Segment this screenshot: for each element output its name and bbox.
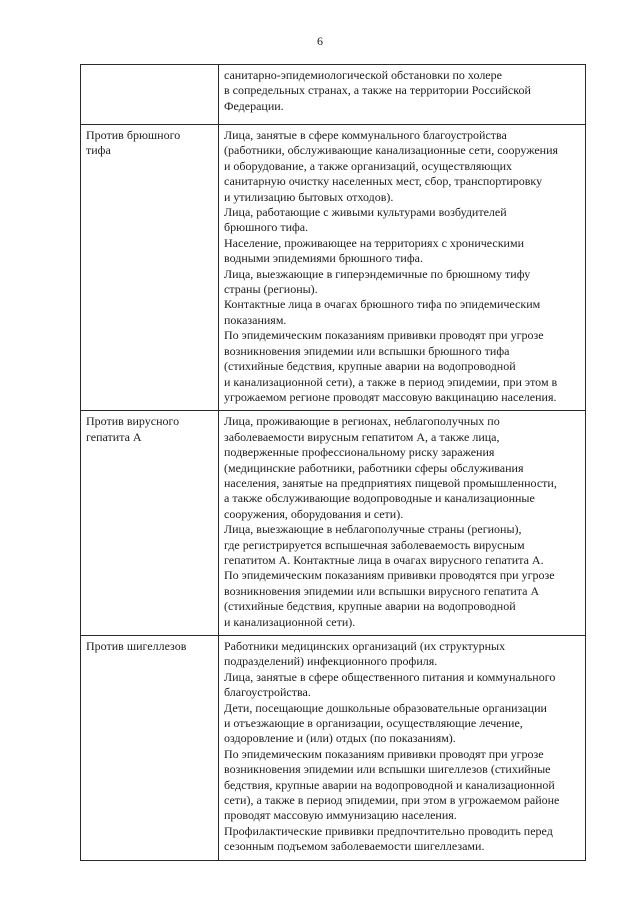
text-line: и канализационной сети). xyxy=(224,614,356,629)
text-line: Лица, работающие с живыми культурами возбудителей xyxy=(224,205,507,220)
text-line: Федерации. xyxy=(224,98,284,113)
text-line: сезонным подъемом заболеваемости шигеллезами. xyxy=(224,839,485,854)
text-line: и канализационной сети), а также в период эпидемии, при этом в xyxy=(224,374,558,389)
text-line: сооружения, оборудования и сети). xyxy=(224,506,404,521)
disease-name-line: Против шигеллезов xyxy=(86,639,187,653)
text-line: Контактные лица в очагах брюшного тифа по эпидемическим xyxy=(224,297,541,312)
text-line: угрожаемом регионе проводят массовую вакцинацию населения. xyxy=(224,389,557,404)
text-line: заболеваемости вирусным гепатитом А, а также лица, xyxy=(224,429,500,444)
text-line: гепатитом А. Контактные лица в очагах вирусного гепатита А. xyxy=(224,552,544,567)
vaccination-table xyxy=(80,64,586,861)
text-line: бедствия, крупные аварии на водопроводной и канализационной xyxy=(224,777,555,792)
text-line: и утилизацию бытовых отходов). xyxy=(224,189,394,204)
disease-cell xyxy=(81,636,219,861)
disease-name-line: Против брюшного xyxy=(86,128,181,142)
text-line: Лица, занятые в сфере общественного питания и коммунального xyxy=(224,669,556,684)
text-line: подразделений) инфекционного профиля. xyxy=(224,654,438,669)
table-row xyxy=(81,65,586,125)
text-line: Профилактические прививки предпочтительно проводить перед xyxy=(224,823,553,838)
text-line: Лица, занятые в сфере коммунального благоустройства xyxy=(224,128,507,142)
text-line: (стихийные бедствия, крупные аварии на водопроводной xyxy=(224,599,516,614)
text-line: населения, занятые на предприятиях пищевой промышленности, xyxy=(224,475,557,490)
text-line: санитарную очистку населенных мест, сбор, транспортировку xyxy=(224,174,543,189)
text-line: страны (регионы). xyxy=(224,282,318,297)
text-line: По эпидемическим показаниям прививки проводят при угрозе xyxy=(224,746,544,761)
text-line: брюшного тифа. xyxy=(224,220,309,235)
text-line: благоустройства. xyxy=(224,685,311,700)
disease-name-line: гепатита А xyxy=(86,429,142,444)
text-line: возникновения эпидемии или вспышки брюшного тифа xyxy=(224,343,510,358)
text-line: возникновения эпидемии или вспышки шигеллезов (стихийные xyxy=(224,762,551,777)
indications-cell xyxy=(219,636,586,861)
disease-cell xyxy=(81,411,219,636)
text-line: проводят массовую иммунизацию населения. xyxy=(224,808,457,823)
text-line: Дети, посещающие дошкольные образовательные организации xyxy=(224,700,547,715)
indications-cell xyxy=(219,125,586,411)
text-line: и оборудование, а также организаций, осуществляющих xyxy=(224,158,513,173)
page-number: 6 xyxy=(317,34,323,48)
text-line: (работники, обслуживающие канализационные сети, сооружения xyxy=(224,143,559,158)
text-line: По эпидемическим показаниям прививки проводятся при угрозе xyxy=(224,568,555,583)
disease-name-line: тифа xyxy=(86,143,111,158)
text-line: Население, проживающее на территориях с хроническими xyxy=(224,235,524,250)
text-line: водными эпидемиями брюшного тифа. xyxy=(224,251,423,266)
text-line: Лица, проживающие в регионах, неблагополучных по xyxy=(224,414,500,429)
text-line: Лица, выезжающие в гиперэндемичные по брюшному тифу xyxy=(224,266,531,281)
text-line: (медицинские работники, работники сферы обслуживания xyxy=(224,460,524,475)
text-line: Лица, выезжающие в неблагополучные страны (регионы), xyxy=(224,522,522,537)
text-line: По эпидемическим показаниям прививки проводят при угрозе xyxy=(224,328,544,343)
text-line: а также обслуживающие водопроводные и канализационные xyxy=(224,491,535,506)
text-line: в сопредельных странах, а также на территории Российской xyxy=(224,83,531,98)
text-line: возникновения эпидемии или вспышки вирусного гепатита А xyxy=(224,583,540,598)
text-line: оздоровление и (или) отдых (по показаниям). xyxy=(224,731,456,746)
text-line: сети), а также в период эпидемии, при этом в угрожаемом районе xyxy=(224,793,560,808)
table-row xyxy=(81,636,586,861)
text-line: и отъезжающие в организации, осуществляющие лечение, xyxy=(224,716,523,731)
text-line: (стихийные бедствия, крупные аварии на водопроводной xyxy=(224,359,516,374)
text-line: где регистрируется вспышечная заболеваемость вирусным xyxy=(224,537,525,552)
text-line: Работники медицинских организаций (их структурных xyxy=(224,639,506,653)
table-row xyxy=(81,125,586,411)
indications-cell xyxy=(219,65,586,125)
text-line: подверженные профессиональному риску заражения xyxy=(224,445,495,460)
disease-cell xyxy=(81,125,219,411)
disease-cell xyxy=(81,65,219,125)
table-row xyxy=(81,411,586,636)
indications-cell xyxy=(219,411,586,636)
text-line: показаниям. xyxy=(224,312,287,327)
text-line: санитарно-эпидемиологической обстановки по холере xyxy=(224,68,502,82)
disease-name-line: Против вирусного xyxy=(86,414,180,429)
